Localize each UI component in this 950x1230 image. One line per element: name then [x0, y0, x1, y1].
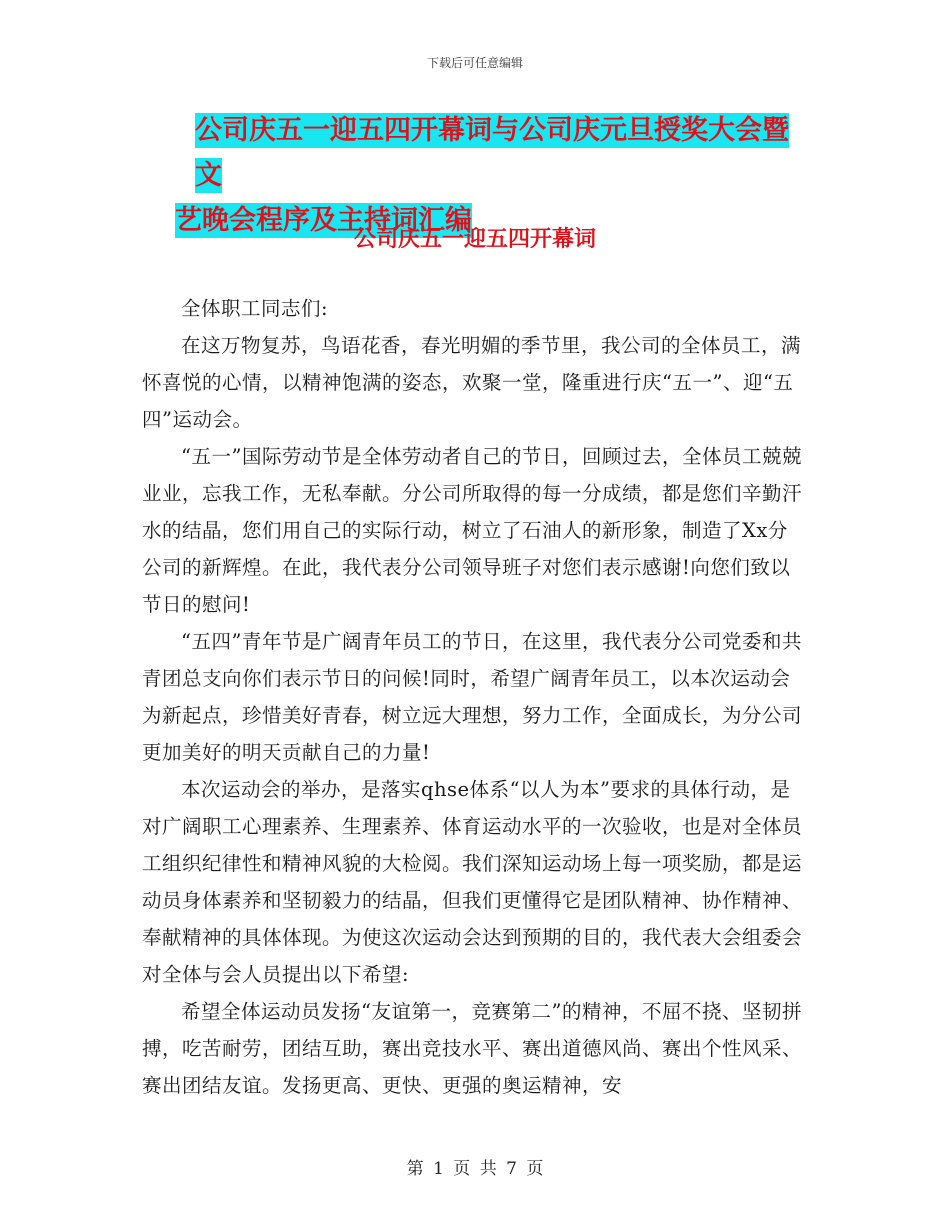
- paragraph: 在这万物复苏，鸟语花香，春光明媚的季节里，我公司的全体员工，满怀喜悦的心情，以精神饱满的姿态，欢聚一堂，隆重进行庆“五一”、迎“五四”运动会。: [142, 334, 802, 431]
- paragraph: 希望全体运动员发扬“友谊第一，竞赛第二”的精神，不屈不挠、坚韧拼搏，吃苦耐劳，团结互助，赛出竞技水平、赛出道德风尚、赛出个性风采、赛出团结友谊。发扬更高、更快、更强的奥运精神，安: [142, 1000, 803, 1097]
- paragraph: 本次运动会的举办，是落实qhse体系“以人为本”要求的具体行动，是对广阔职工心理素养、生理素养、体育运动水平的一次验收，也是对全体员工组织纪律性和精神风貌的大检阅。我们深知运动场上每一项奖励，都是运动员身体素养和坚韧毅力的结晶，但我们更懂得它是团队精神、协作精神、奉献精神的具体体现。为使这次运动会达到预期的目的，我代表大会组委会对全体与会人员提出以下希望:: [142, 778, 803, 986]
- header-note: 下载后可任意编辑: [426, 56, 523, 70]
- title-line-2: 艺晚会程序及主持词汇编: [175, 205, 472, 236]
- page-number-footer: 第 1 页 共 7 页: [406, 1159, 544, 1179]
- section-title: 公司庆五一迎五四开幕词: [353, 227, 596, 252]
- body-text: [142, 290, 807, 1104]
- paragraph: “五一”国际劳动节是全体劳动者自己的节日，回顾过去，全体员工兢兢业业，忘我工作，无私奉献。分公司所取得的每一分成绩，都是您们辛勤汗水的结晶，您们用自己的实际行动，树立了石油人的新形象，制造了Xx分公司的新辉煌。在此，我代表分公司领导班子对您们表示感谢!向您们致以节日的慰问!: [142, 445, 803, 616]
- paragraph: “五四”青年节是广阔青年员工的节日，在这里，我代表分公司党委和共青团总支向你们表示节日的问候!同时，希望广阔青年员工，以本次运动会为新起点，珍惜美好青春，树立远大理想，努力工作，全面成长，为分公司更加美好的明天贡献自己的力量!: [142, 630, 803, 764]
- salutation: 全体职工同志们:: [181, 297, 329, 320]
- title-line-1: 公司庆五一迎五四开幕词与公司庆元旦授奖大会暨文: [195, 115, 789, 191]
